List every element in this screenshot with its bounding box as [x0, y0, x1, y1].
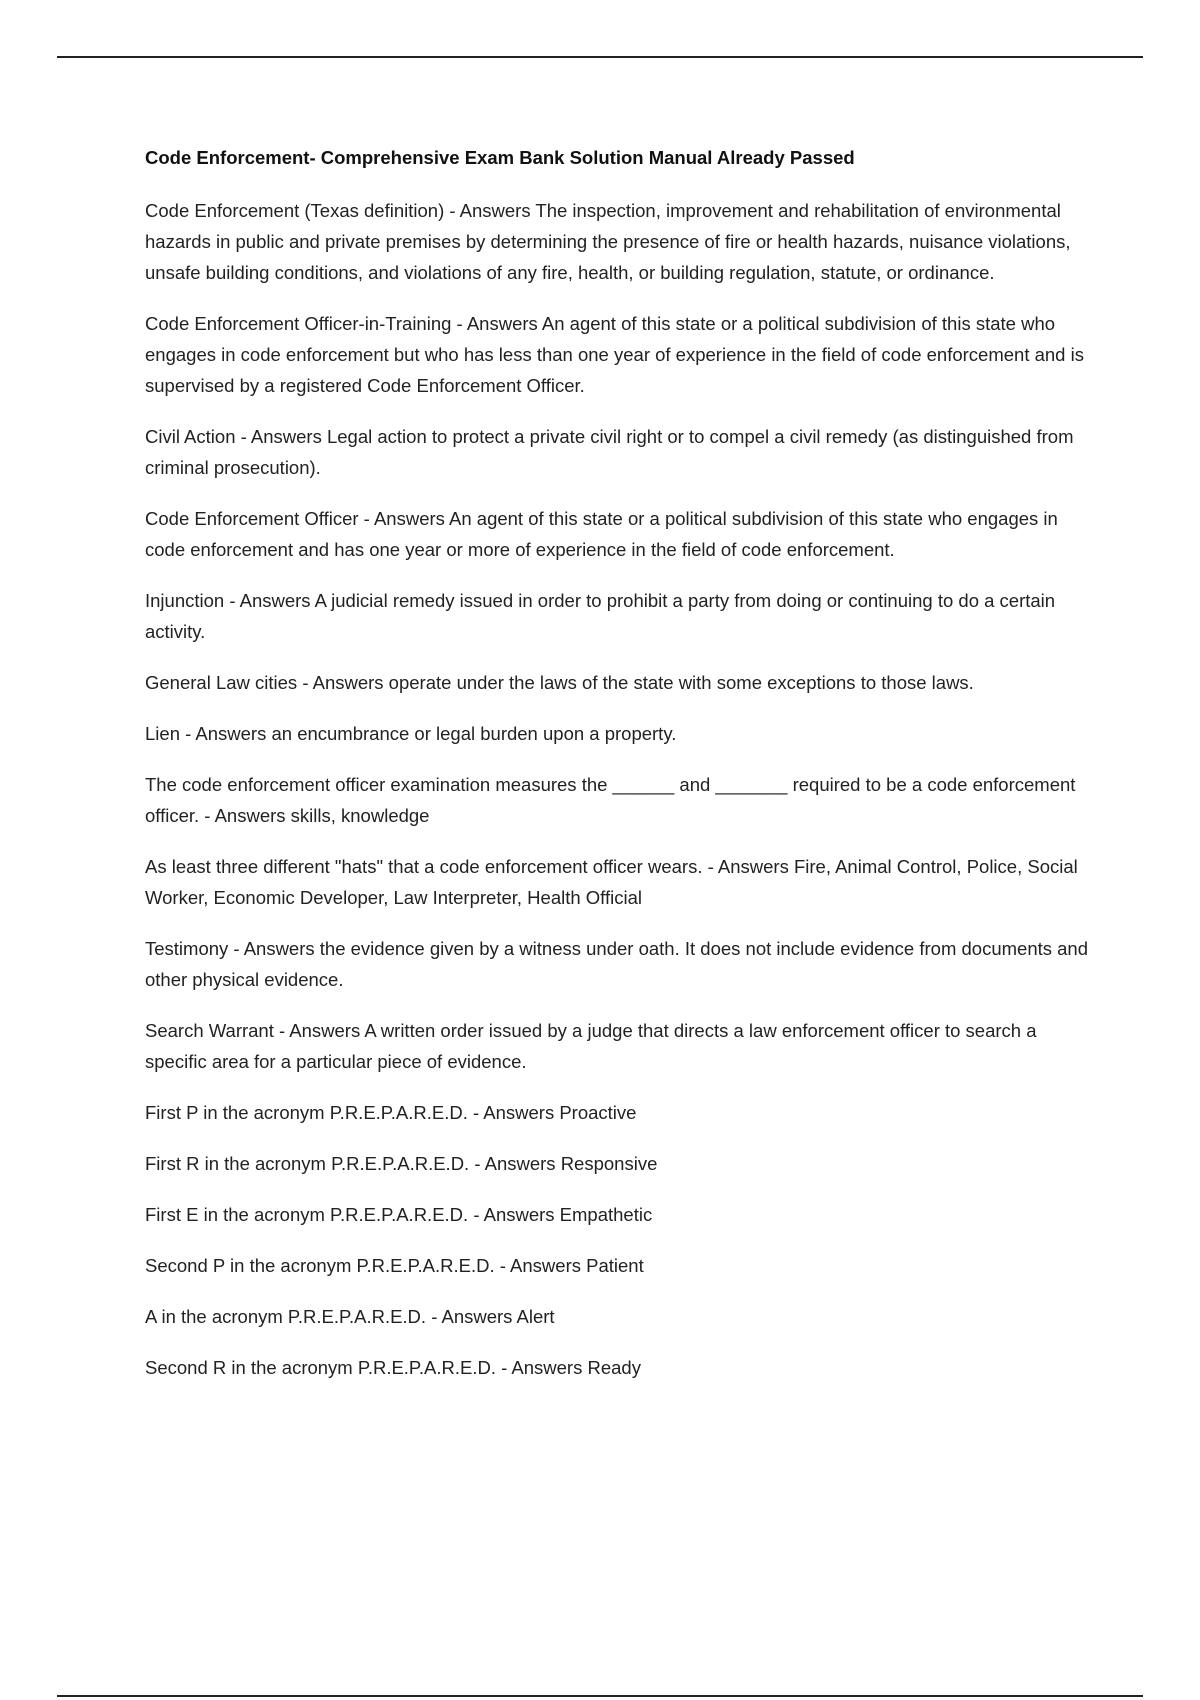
- qa-entry: Code Enforcement (Texas definition) - Answers The inspection, improvement and rehabilitation of environmental hazards in public and private premises by determining the presence of fire or health hazards, nuisance violations, unsafe building conditions, and violations of any fire, health, or building regulation, statute, or ordinance.: [145, 200, 1071, 283]
- qa-entry: General Law cities - Answers operate under the laws of the state with some exceptions to those laws.: [145, 672, 974, 693]
- qa-entry: Code Enforcement Officer - Answers An agent of this state or a political subdivision of this state who engages in code enforcement and has one year or more of experience in the field of code enforcement.: [145, 508, 1058, 560]
- qa-entry: Lien - Answers an encumbrance or legal burden upon a property.: [145, 723, 677, 744]
- qa-entry: First P in the acronym P.R.E.P.A.R.E.D. - Answers Proactive: [145, 1102, 637, 1123]
- qa-entry: Civil Action - Answers Legal action to protect a private civil right or to compel a civil remedy (as distinguished from criminal prosecution).: [145, 426, 1074, 478]
- document-title: Code Enforcement- Comprehensive Exam Bank Solution Manual Already Passed: [145, 147, 855, 168]
- qa-entry: First E in the acronym P.R.E.P.A.R.E.D. - Answers Empathetic: [145, 1204, 653, 1225]
- qa-entry: A in the acronym P.R.E.P.A.R.E.D. - Answers Alert: [145, 1306, 555, 1327]
- document-body: [145, 143, 1090, 1403]
- qa-entry: Injunction - Answers A judicial remedy issued in order to prohibit a party from doing or continuing to do a certain activity.: [145, 590, 1056, 642]
- qa-entry: As least three different "hats" that a code enforcement officer wears. - Answers Fire, Animal Control, Police, Social Worker, Economic Developer, Law Interpreter, Health Official: [145, 856, 1078, 908]
- qa-entry: Search Warrant - Answers A written order issued by a judge that directs a law enforcement officer to search a specific area for a particular piece of evidence.: [145, 1020, 1037, 1072]
- qa-entry: Second R in the acronym P.R.E.P.A.R.E.D. - Answers Ready: [145, 1357, 641, 1378]
- header-rule: [57, 56, 1143, 58]
- qa-entry: The code enforcement officer examination measures the ______ and _______ required to be a code enforcement officer. - Answers skills, knowledge: [145, 774, 1076, 826]
- qa-entry: First R in the acronym P.R.E.P.A.R.E.D. - Answers Responsive: [145, 1153, 658, 1174]
- qa-entry: Second P in the acronym P.R.E.P.A.R.E.D. - Answers Patient: [145, 1255, 644, 1276]
- qa-entry: Testimony - Answers the evidence given by a witness under oath. It does not include evidence from documents and other physical evidence.: [145, 938, 1089, 990]
- footer-rule: [57, 1695, 1143, 1697]
- qa-entry: Code Enforcement Officer-in-Training - Answers An agent of this state or a political subdivision of this state who engages in code enforcement but who has less than one year of experience in the field of code enforcement and is supervised by a registered Code Enforcement Officer.: [145, 313, 1084, 396]
